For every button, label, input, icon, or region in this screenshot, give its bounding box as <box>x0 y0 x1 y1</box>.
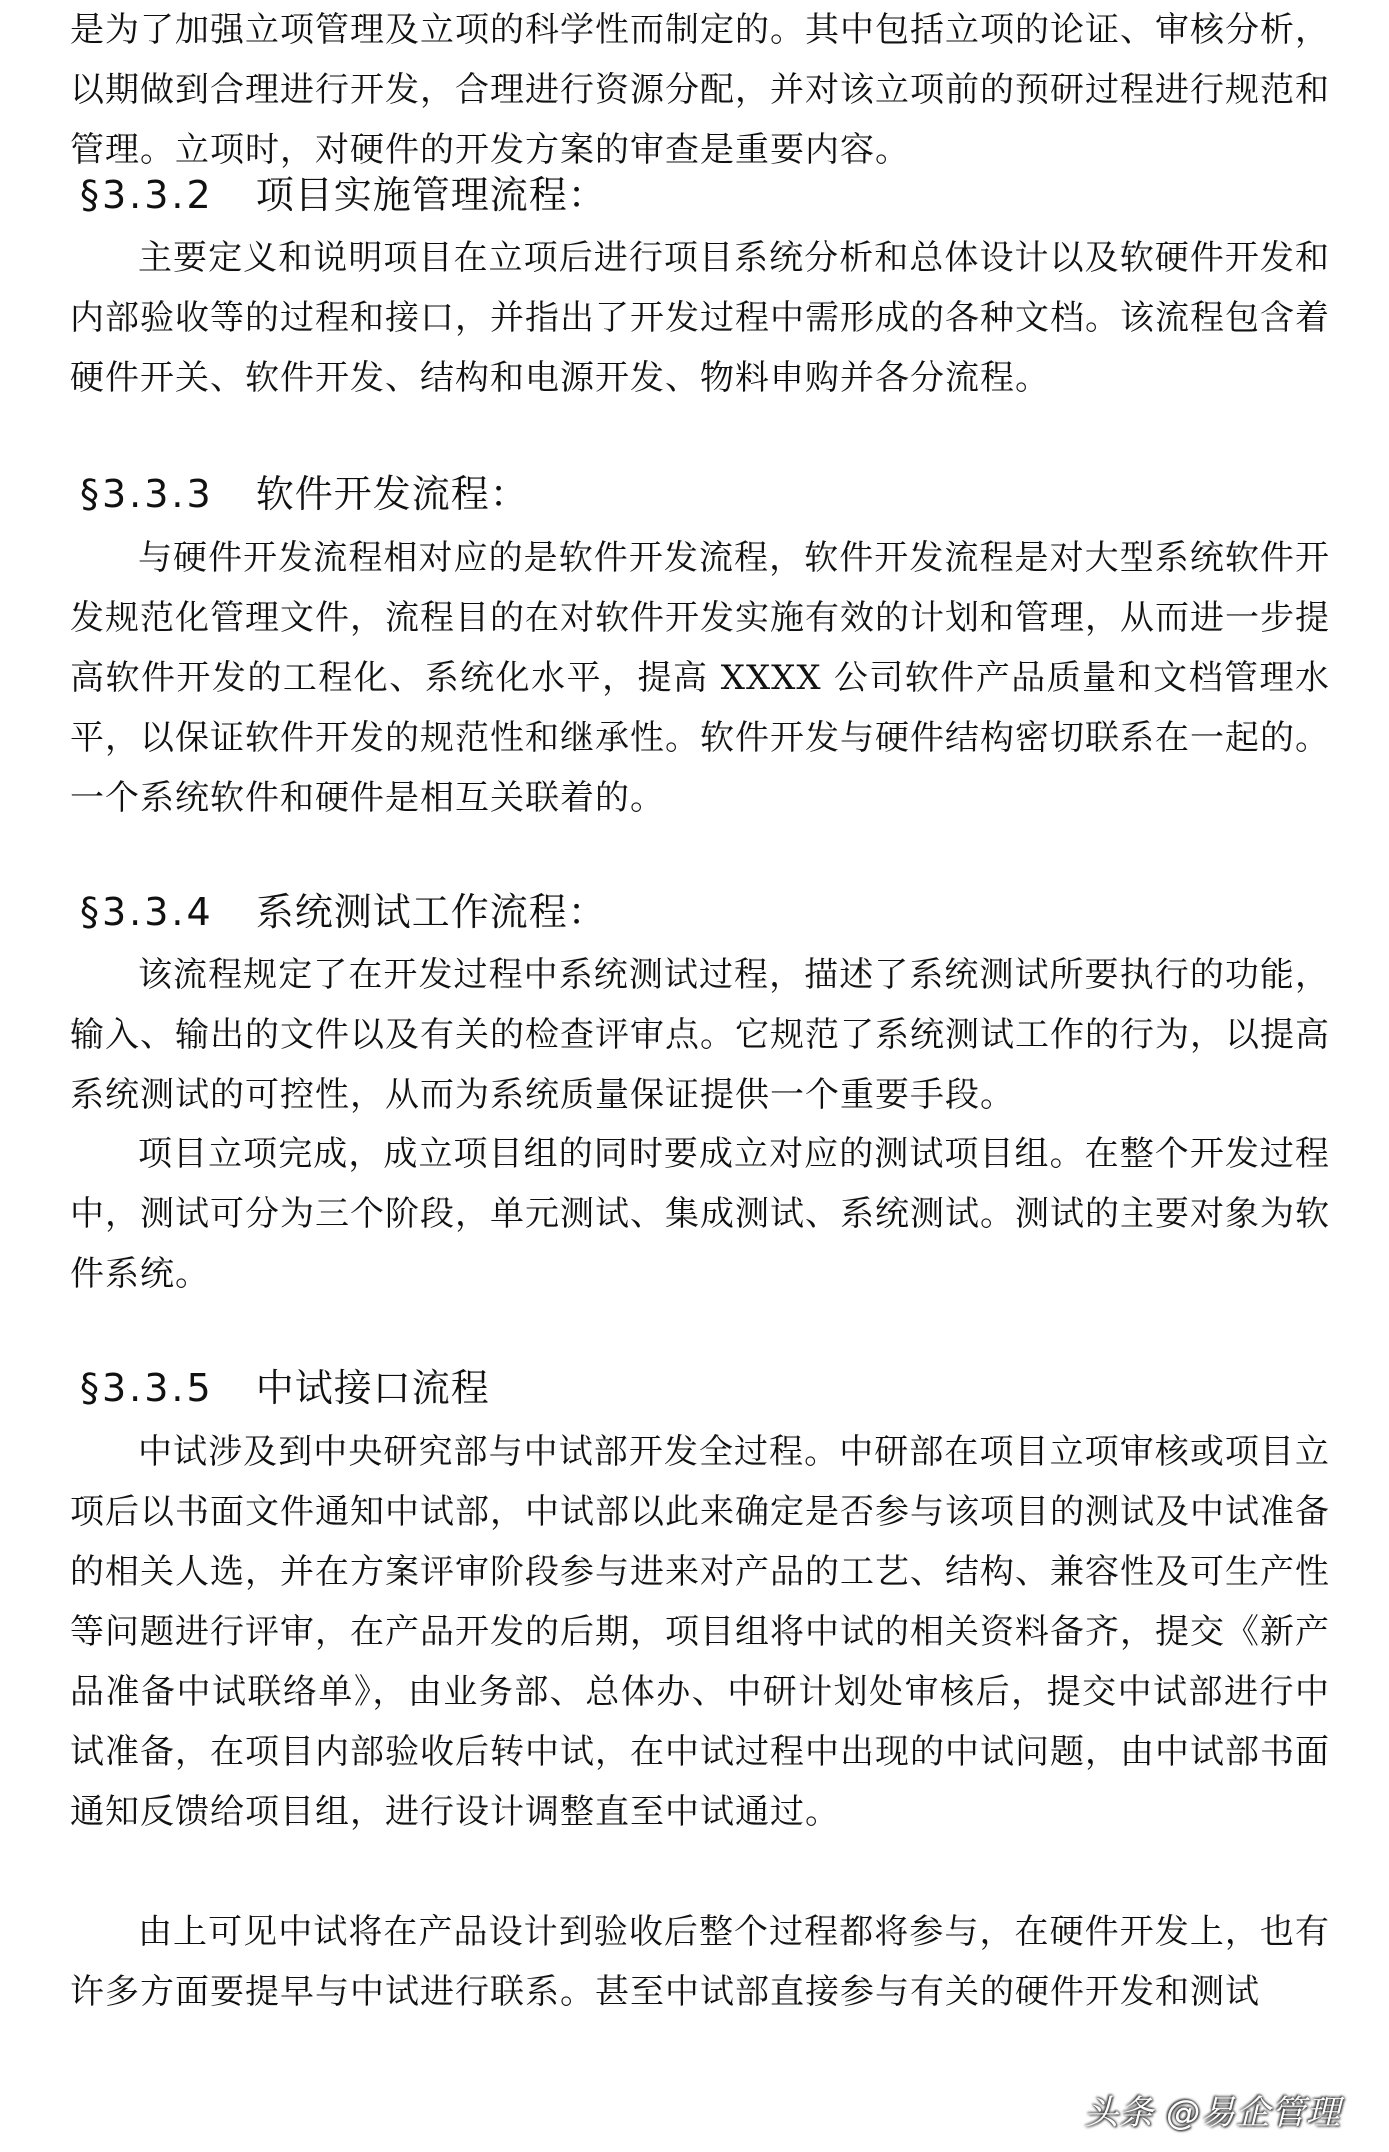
section-title: 软件开发流程： <box>255 472 529 516</box>
section-paragraph: 该流程规定了在开发过程中系统测试过程，描述了系统测试所要执行的功能，输入、输出的文件以及有关的检查评审点。它规范了系统测试工作的行为，以提高系统测试的可控性，从而为系统质量保证提供一个重要手段。 <box>70 955 1330 1115</box>
section-number: §3.3.2 <box>80 173 214 217</box>
intro-paragraph: 是为了加强立项管理及立项的科学性而制定的。其中包括立项的论证、审核分析，以期做到合理进行开发，合理进行资源分配，并对该立项前的预研过程进行规范和管理。立项时，对硬件的开发方案的审查是重要内容。 <box>70 10 1330 170</box>
section-number: §3.3.5 <box>80 1366 214 1410</box>
section-title: 系统测试工作流程： <box>255 890 607 934</box>
section-heading-3-3-5 <box>80 1358 490 1418</box>
section-paragraph: 由上可见中试将在产品设计到验收后整个过程都将参与，在硬件开发上，也有许多方面要提早与中试进行联系。甚至中试部直接参与有关的硬件开发和测试 <box>70 1912 1330 2012</box>
section-paragraph: 主要定义和说明项目在立项后进行项目系统分析和总体设计以及软硬件开发和内部验收等的过程和接口，并指出了开发过程中需形成的各种文档。该流程包含着硬件开关、软件开发、结构和电源开发、物料申购并各分流程。 <box>70 238 1330 398</box>
section-heading-3-3-2 <box>80 165 607 225</box>
section-heading-3-3-4 <box>80 882 607 942</box>
section-paragraph: 项目立项完成，成立项目组的同时要成立对应的测试项目组。在整个开发过程中，测试可分为三个阶段，单元测试、集成测试、系统测试。测试的主要对象为软件系统。 <box>70 1134 1330 1294</box>
section-title: 项目实施管理流程： <box>255 173 607 217</box>
section-title: 中试接口流程 <box>255 1366 490 1410</box>
section-paragraph: 中试涉及到中央研究部与中试部开发全过程。中研部在项目立项审核或项目立项后以书面文件通知中试部，中试部以此来确定是否参与该项目的测试及中试准备的相关人选，并在方案评审阶段参与进来对产品的工艺、结构、兼容性及可生产性等问题进行评审，在产品开发的后期，项目组将中试的相关资料备齐，提交《新产品准备中试联络单》，由业务部、总体办、中研计划处审核后，提交中试部进行中试准备，在项目内部验收后转中试，在中试过程中出现的中试问题，由中试部书面通知反馈给项目组，进行设计调整直至中试通过。 <box>70 1432 1330 1832</box>
watermark: 头条 @易企管理 <box>1084 2093 1341 2133</box>
section-number: §3.3.3 <box>80 472 214 516</box>
section-heading-3-3-3 <box>80 464 529 524</box>
section-number: §3.3.4 <box>80 890 214 934</box>
section-paragraph: 与硬件开发流程相对应的是软件开发流程，软件开发流程是对大型系统软件开发规范化管理文件，流程目的在对软件开发实施有效的计划和管理，从而进一步提高软件开发的工程化、系统化水平，提高 XXXX 公司软件产品质量和文档管理水平，以保证软件开发的规范性和继承性。软件开发与硬件结构密切联系在一起的。一个系统软件和硬件是相互关联着的。 <box>70 538 1330 818</box>
